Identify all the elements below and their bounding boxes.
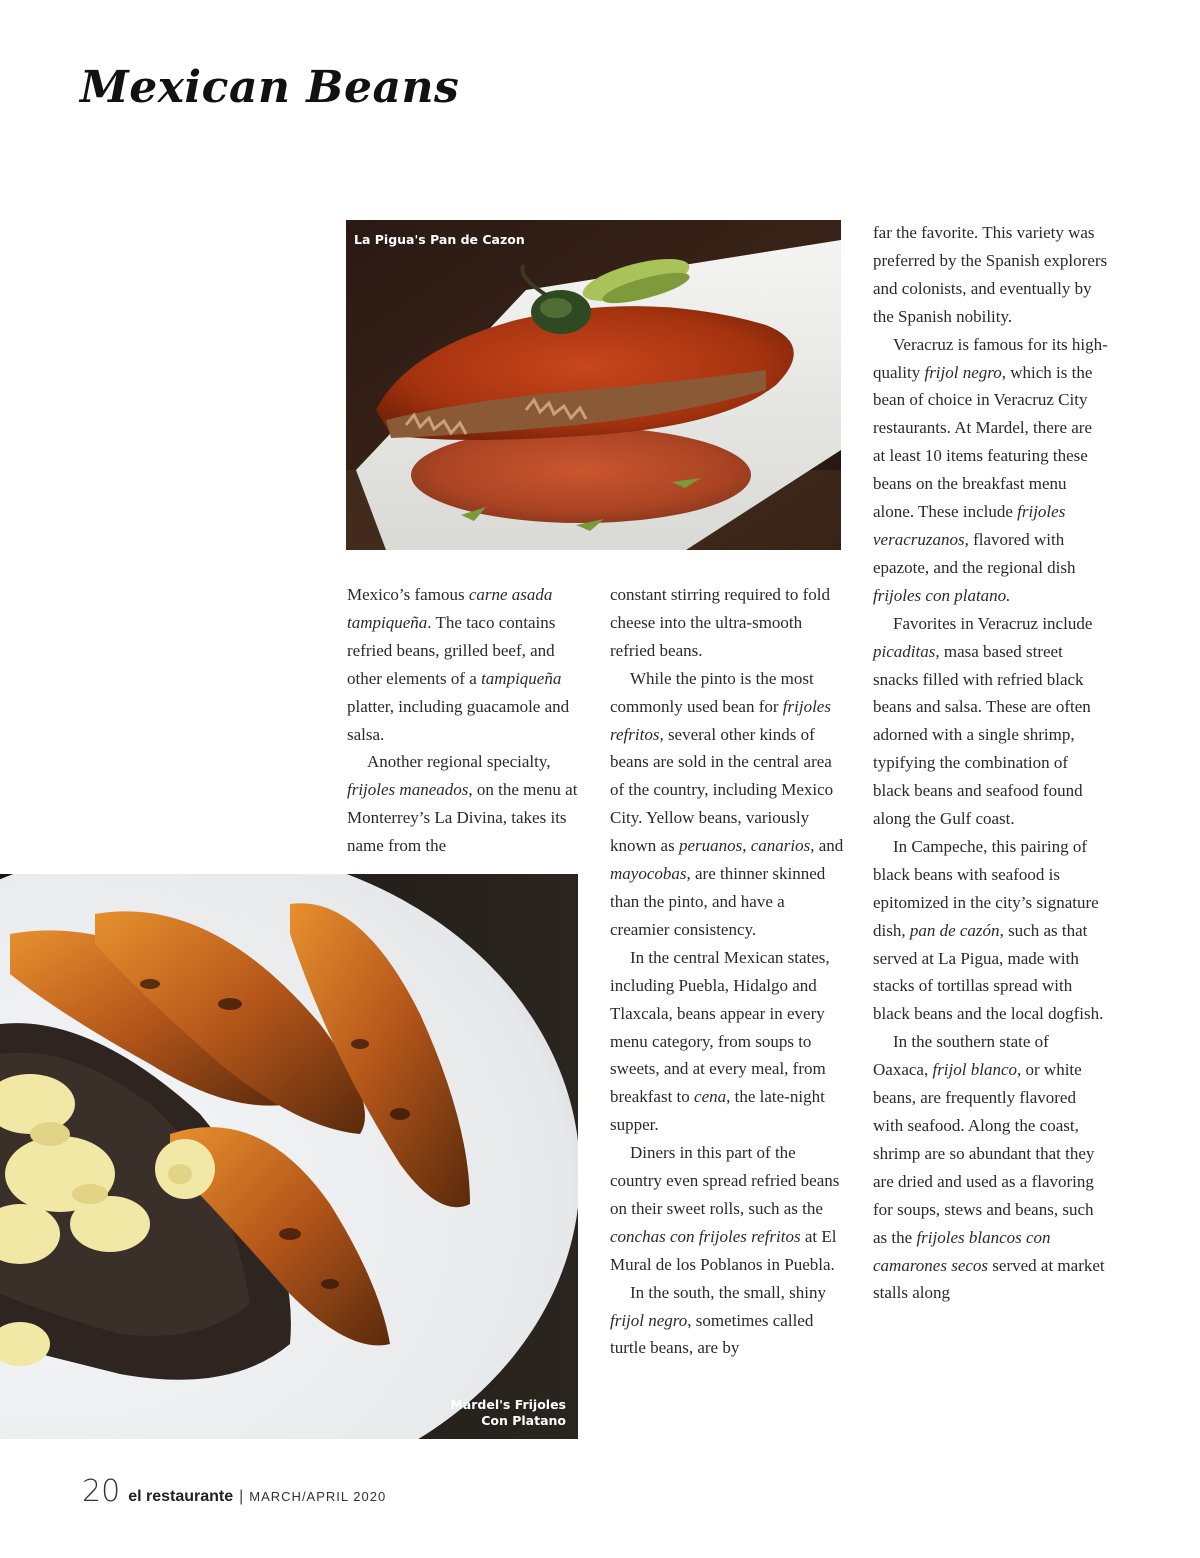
- text-run: . The taco contains refried beans, grilled beef, and other elements of a: [347, 612, 556, 688]
- italic-term: peruanos: [678, 836, 743, 856]
- text-run: , on the menu at Monterrey’s La Divina, takes its name from the: [347, 780, 578, 856]
- text-run: served at market stalls along: [873, 1255, 1105, 1303]
- italic-term: frijoles maneados: [347, 780, 469, 800]
- paragraph: [873, 331, 1108, 610]
- italic-term: frijol negro: [610, 1310, 688, 1330]
- page-title: Mexican Beans: [80, 62, 460, 113]
- text-run: Diners in this part of the country even spread refried beans on their sweet rolls, such as the: [610, 1143, 840, 1218]
- text-run: , which is the bean of choice in Veracruz City restaurants. At Mardel, there are at least 10 items featuring these beans on the breakfast menu alone. These include: [873, 362, 1093, 522]
- bottom-photo-caption: [426, 1397, 566, 1429]
- article-column-2: [610, 581, 845, 1362]
- text-run: Favorites in Veracruz include: [893, 613, 1093, 633]
- text-run: , sometimes called turtle beans, are by: [610, 1310, 814, 1358]
- italic-term: frijoles veracruzanos: [873, 502, 1066, 549]
- text-run: Veracruz is famous for its high-quality: [873, 334, 1108, 382]
- paragraph: [610, 944, 845, 1139]
- top-photo-caption: La Pigua's Pan de Cazon: [354, 232, 525, 247]
- italic-term: frijoles con platano.: [873, 585, 1011, 605]
- text-run: , and: [810, 836, 844, 856]
- bottom-caption-line2: Con Platano: [481, 1413, 566, 1428]
- italic-term: frijol negro: [924, 362, 1002, 382]
- text-run: at El Mural de los Poblanos in Puebla.: [610, 1226, 837, 1274]
- italic-term: frijoles refritos: [610, 696, 831, 744]
- paragraph: [873, 833, 1108, 1028]
- text-run: , several other kinds of beans are sold in the central area of the country, including Mexico City. Yellow beans, variously known as: [610, 724, 834, 856]
- publication-name: el restaurante: [128, 1488, 234, 1505]
- italic-term: cena: [694, 1087, 727, 1107]
- italic-term: tampiqueña: [481, 668, 562, 688]
- italic-term: carne asada tampiqueña: [347, 585, 553, 632]
- paragraph: [873, 610, 1108, 833]
- text-run: , are thinner skinned than the pinto, and have a creamier consistency.: [610, 864, 826, 939]
- pan-de-cazon-photo: [346, 220, 841, 550]
- text-run: Mexico’s famous: [347, 585, 469, 604]
- text-run: Another regional specialty,: [367, 752, 551, 772]
- paragraph: [610, 1139, 845, 1279]
- text-run: , flavored with epazote, and the regional dish: [873, 529, 1076, 577]
- text-run: In the south, the small, shiny: [630, 1282, 826, 1302]
- text-run: While the pinto is the most commonly used bean for: [610, 668, 814, 716]
- issue-date: MARCH/APRIL 2020: [249, 1489, 387, 1504]
- article-column-3: [873, 219, 1108, 1307]
- paragraph: [347, 581, 582, 748]
- italic-term: conchas con frijoles refritos: [610, 1226, 801, 1246]
- frijoles-con-platano-photo: [0, 874, 578, 1439]
- text-run: platter, including guacamole and salsa.: [347, 696, 570, 744]
- italic-term: frijoles blancos con camarones secos: [873, 1227, 1051, 1275]
- text-run: , masa based street snacks filled with refried black beans and salsa. These are often adorned with a single shrimp, typifying the combination of black beans and seafood found along the Gulf coast.: [873, 641, 1091, 829]
- text-run: , or white beans, are frequently flavored with seafood. Along the coast, shrimp are so abundant that they are dried and used as a flavoring for soups, stews and beans, such as the: [873, 1060, 1095, 1247]
- page-number: 20: [82, 1474, 121, 1509]
- italic-term: mayocobas: [610, 864, 687, 884]
- article-column-1: [347, 581, 582, 860]
- paragraph: [873, 219, 1108, 331]
- paragraph: [610, 665, 845, 944]
- text-run: In Campeche, this pairing of black beans with seafood is epitomized in the city’s signature dish,: [873, 836, 1099, 940]
- bottom-caption-line1: Mardel's Frijoles: [450, 1397, 566, 1412]
- italic-term: picaditas: [873, 641, 936, 661]
- text-run: , such as that served at La Pigua, made with stacks of tortillas spread with black beans and the local dogfish.: [873, 920, 1104, 1024]
- paragraph: [873, 1028, 1108, 1307]
- text-run: ,: [742, 836, 751, 856]
- footer-separator: |: [239, 1488, 244, 1505]
- text-run: In the central Mexican states, including Puebla, Hidalgo and Tlaxcala, beans appear in every menu category, from soups to sweets, and at every meal, from breakfast to: [610, 947, 830, 1107]
- text-run: In the southern state of Oaxaca,: [873, 1032, 1049, 1080]
- text-run: far the favorite. This variety was preferred by the Spanish explorers and colonists, and eventually by the Spanish nobility.: [873, 223, 1108, 326]
- italic-term: pan de cazón: [909, 920, 1000, 940]
- paragraph: [347, 748, 582, 860]
- paragraph: [610, 1279, 845, 1363]
- italic-term: frijol blanco: [932, 1060, 1017, 1080]
- paragraph: [610, 581, 845, 665]
- italic-term: canarios: [750, 836, 811, 856]
- text-run: , the late-night supper.: [610, 1087, 825, 1135]
- page-footer: [82, 1474, 386, 1514]
- text-run: constant stirring required to fold cheese into the ultra-smooth refried beans.: [610, 585, 831, 660]
